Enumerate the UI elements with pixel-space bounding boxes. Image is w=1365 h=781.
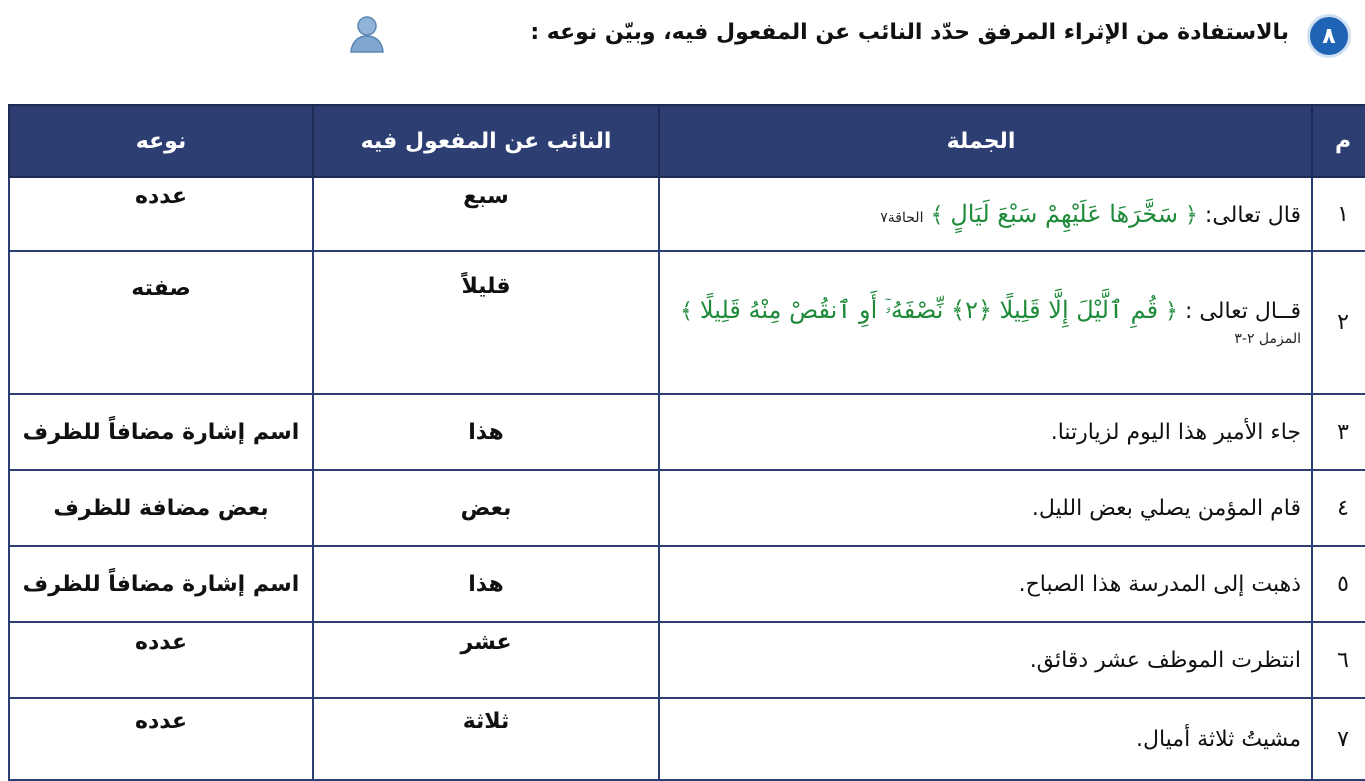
row-naib: بعض <box>313 470 659 546</box>
row-number: ٤ <box>1312 470 1365 546</box>
row-sentence: قام المؤمن يصلي بعض الليل. <box>659 470 1312 546</box>
table-row <box>9 546 1365 622</box>
table-row <box>9 177 1365 251</box>
quran-close-bracket-icon: ﴾ <box>679 299 693 324</box>
row-naib: قليلاً <box>313 251 659 394</box>
row-naib: سبع <box>313 177 659 251</box>
row-naib: هذا <box>313 546 659 622</box>
row-naib: عشر <box>313 622 659 698</box>
row-sentence: ذهبت إلى المدرسة هذا الصباح. <box>659 546 1312 622</box>
row-sentence: انتظرت الموظف عشر دقائق. <box>659 622 1312 698</box>
row-sentence <box>659 251 1312 394</box>
quran-close-bracket-icon: ﴾ <box>923 203 944 228</box>
row-type: بعض مضافة للظرف <box>9 470 313 546</box>
row-number: ٦ <box>1312 622 1365 698</box>
exercise-number-badge: ٨ <box>1307 14 1351 58</box>
header-naib: النائب عن المفعول فيه <box>313 105 659 177</box>
row-sentence: مشيتُ ثلاثة أميال. <box>659 698 1312 780</box>
table-row <box>9 394 1365 470</box>
row-number: ٢ <box>1312 251 1365 394</box>
row-type: اسم إشارة مضافاً للظرف <box>9 546 313 622</box>
header-type: نوعه <box>9 105 313 177</box>
table-header-row <box>9 105 1365 177</box>
table-row <box>9 622 1365 698</box>
table-row <box>9 251 1365 394</box>
exercise-header <box>0 0 1365 90</box>
row-type: عدده <box>9 177 313 251</box>
header-sentence: الجملة <box>659 105 1312 177</box>
row-sentence: جاء الأمير هذا اليوم لزيارتنا. <box>659 394 1312 470</box>
row-number: ٧ <box>1312 698 1365 780</box>
quran-open-bracket-icon: ﴿ <box>1178 203 1198 228</box>
quran-verse: قُمِ ٱلَّيْلَ إِلَّا قَلِيلًا ﴿٢﴾ نِّصْفَهُۥٓ أَوِ ٱنقُصْ مِنْهُ قَلِيلًا <box>699 296 1159 324</box>
quran-prefix: قــال تعالى : <box>1185 299 1301 324</box>
exercise-table <box>8 104 1365 781</box>
student-person-icon <box>348 14 386 54</box>
row-number: ١ <box>1312 177 1365 251</box>
row-type: عدده <box>9 698 313 780</box>
quran-verse: سَخَّرَهَا عَلَيْهِمْ سَبْعَ لَيَالٍ <box>950 200 1179 228</box>
quran-reference: المزمل ٢-٣ <box>1234 331 1301 347</box>
row-type: اسم إشارة مضافاً للظرف <box>9 394 313 470</box>
row-naib: هذا <box>313 394 659 470</box>
quran-prefix: قال تعالى: <box>1204 203 1301 228</box>
quran-reference: الحاقة٧ <box>880 210 924 226</box>
row-sentence <box>659 177 1312 251</box>
row-number: ٥ <box>1312 546 1365 622</box>
header-num: م <box>1312 105 1365 177</box>
row-number: ٣ <box>1312 394 1365 470</box>
exercise-title: بالاستفادة من الإثراء المرفق حدّد النائب عن المفعول فيه، وبيّن نوعه : <box>530 20 1289 45</box>
table-row <box>9 470 1365 546</box>
row-type: صفته <box>9 251 313 394</box>
quran-open-bracket-icon: ﴿ <box>1158 299 1179 324</box>
row-type: عدده <box>9 622 313 698</box>
row-naib: ثلاثة <box>313 698 659 780</box>
